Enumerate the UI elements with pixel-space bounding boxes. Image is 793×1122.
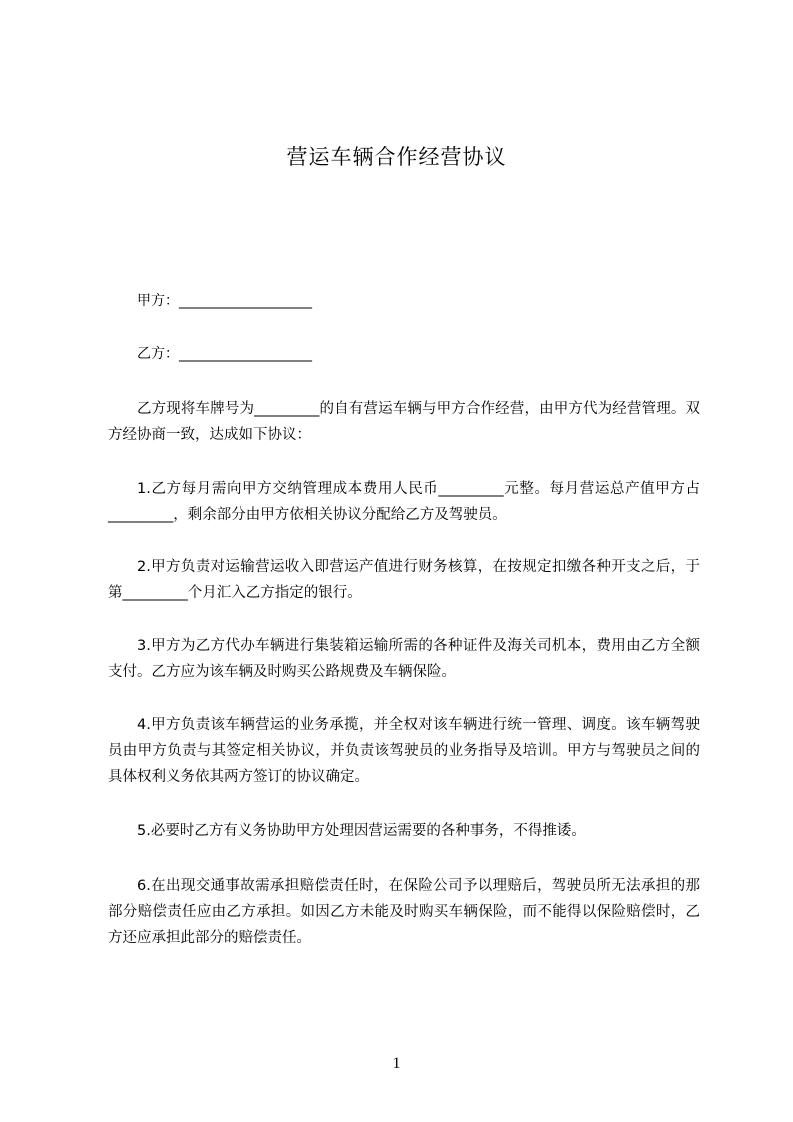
intro-paragraph: 乙方现将车牌号为_________的自有营运车辆与甲方合作经营，由甲方代为经营管理。双方经协商一致，达成如下协议： xyxy=(108,401,700,443)
clause-6: 6.在出现交通事故需承担赔偿责任时，在保险公司予以理赔后，驾驶员所无法承担的那部分赔偿责任应由乙方承担。如因乙方未能及时购买车辆保险，而不能得以保险赔偿时，乙方还应承担此部分的赔偿责任。 xyxy=(108,878,700,946)
party-b-line: 乙方：___________________ xyxy=(137,346,312,362)
clause-4: 4.甲方负责该车辆营运的业务承揽，并全权对该车辆进行统一管理、调度。该车辆驾驶员由甲方负责与其签定相关协议，并负责该驾驶员的业务指导及培训。甲方与驾驶员之间的具体权利义务依其两方签订的协议确定。 xyxy=(108,717,700,785)
clause-5: 5.必要时乙方有义务协助甲方处理因营运需要的各种事务，不得推诿。 xyxy=(137,823,586,839)
clause-2: 2.甲方负责对运输营运收入即营运产值进行财务核算，在按规定扣缴各种开支之后，于第_________个月汇入乙方指定的银行。 xyxy=(108,559,700,601)
page-number: 1 xyxy=(392,1055,401,1072)
clause-1: 1.乙方每月需向甲方交纳管理成本费用人民币_________元整。每月营运总产值甲方占_________，剩余部分由甲方依相关协议分配给乙方及驾驶员。 xyxy=(108,481,700,523)
clause-3: 3.甲方为乙方代办车辆进行集装箱运输所需的各种证件及海关司机本，费用由乙方全额支付。乙方应为该车辆及时购买公路规费及车辆保险。 xyxy=(108,638,700,680)
document-title: 营运车辆合作经营协议 xyxy=(286,145,507,169)
party-a-line: 甲方：___________________ xyxy=(137,293,312,309)
